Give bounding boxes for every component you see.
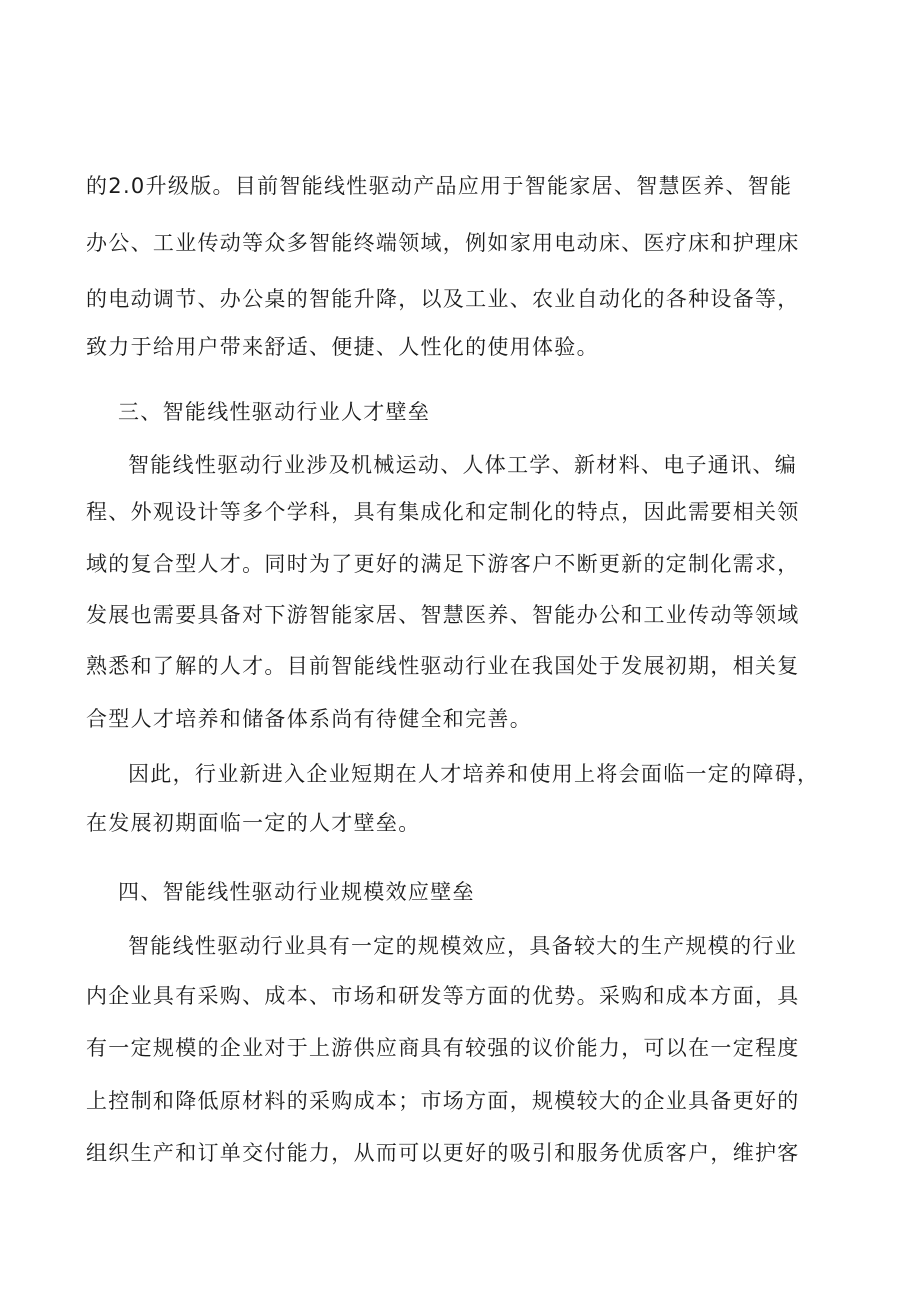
paragraph-line: 发展也需要具备对下游智能家居、智慧医养、智能办公和工业传动等领域 bbox=[86, 603, 800, 627]
paragraph-line: 智能线性驱动行业涉及机械运动、人体工学、新材料、电子通讯、编 bbox=[128, 453, 797, 477]
paragraph-line: 因此，行业新进入企业短期在人才培养和使用上将会面临一定的障碍， bbox=[128, 762, 820, 786]
paragraph-line: 在发展初期面临一定的人才壁垒。 bbox=[86, 811, 421, 835]
section-heading: 四、智能线性驱动行业规模效应壁垒 bbox=[118, 880, 475, 904]
intro-line: 办公、工业传动等众多智能终端领域，例如家用电动床、医疗床和护理床 bbox=[86, 231, 800, 255]
intro-line: 致力于给用户带来舒适、便捷、人性化的使用体验。 bbox=[86, 335, 599, 359]
paragraph-line: 内企业具有采购、成本、市场和研发等方面的优势。采购和成本方面，具 bbox=[86, 984, 800, 1008]
paragraph-line: 熟悉和了解的人才。目前智能线性驱动行业在我国处于发展初期，相关复 bbox=[86, 654, 800, 678]
section-heading: 三、智能线性驱动行业人才壁垒 bbox=[118, 400, 431, 424]
paragraph-line: 域的复合型人才。同时为了更好的满足下游客户不断更新的定制化需求， bbox=[86, 552, 800, 576]
paragraph-line: 上控制和降低原材料的采购成本；市场方面，规模较大的企业具备更好的 bbox=[86, 1089, 800, 1113]
paragraph-line: 组织生产和订单交付能力，从而可以更好的吸引和服务优质客户，维护客 bbox=[86, 1141, 800, 1165]
paragraph-line: 程、外观设计等多个学科，具有集成化和定制化的特点，因此需要相关领 bbox=[86, 500, 800, 524]
intro-line: 的电动调节、办公桌的智能升降，以及工业、农业自动化的各种设备等， bbox=[86, 287, 800, 311]
paragraph-line: 有一定规模的企业对于上游供应商具有较强的议价能力，可以在一定程度 bbox=[86, 1036, 800, 1060]
paragraph-line: 智能线性驱动行业具有一定的规模效应，具备较大的生产规模的行业 bbox=[128, 934, 797, 958]
intro-line: 的2.0升级版。目前智能线性驱动产品应用于智能家居、智慧医养、智能 bbox=[86, 174, 793, 198]
paragraph-line: 合型人才培养和储备体系尚有待健全和完善。 bbox=[86, 707, 532, 731]
